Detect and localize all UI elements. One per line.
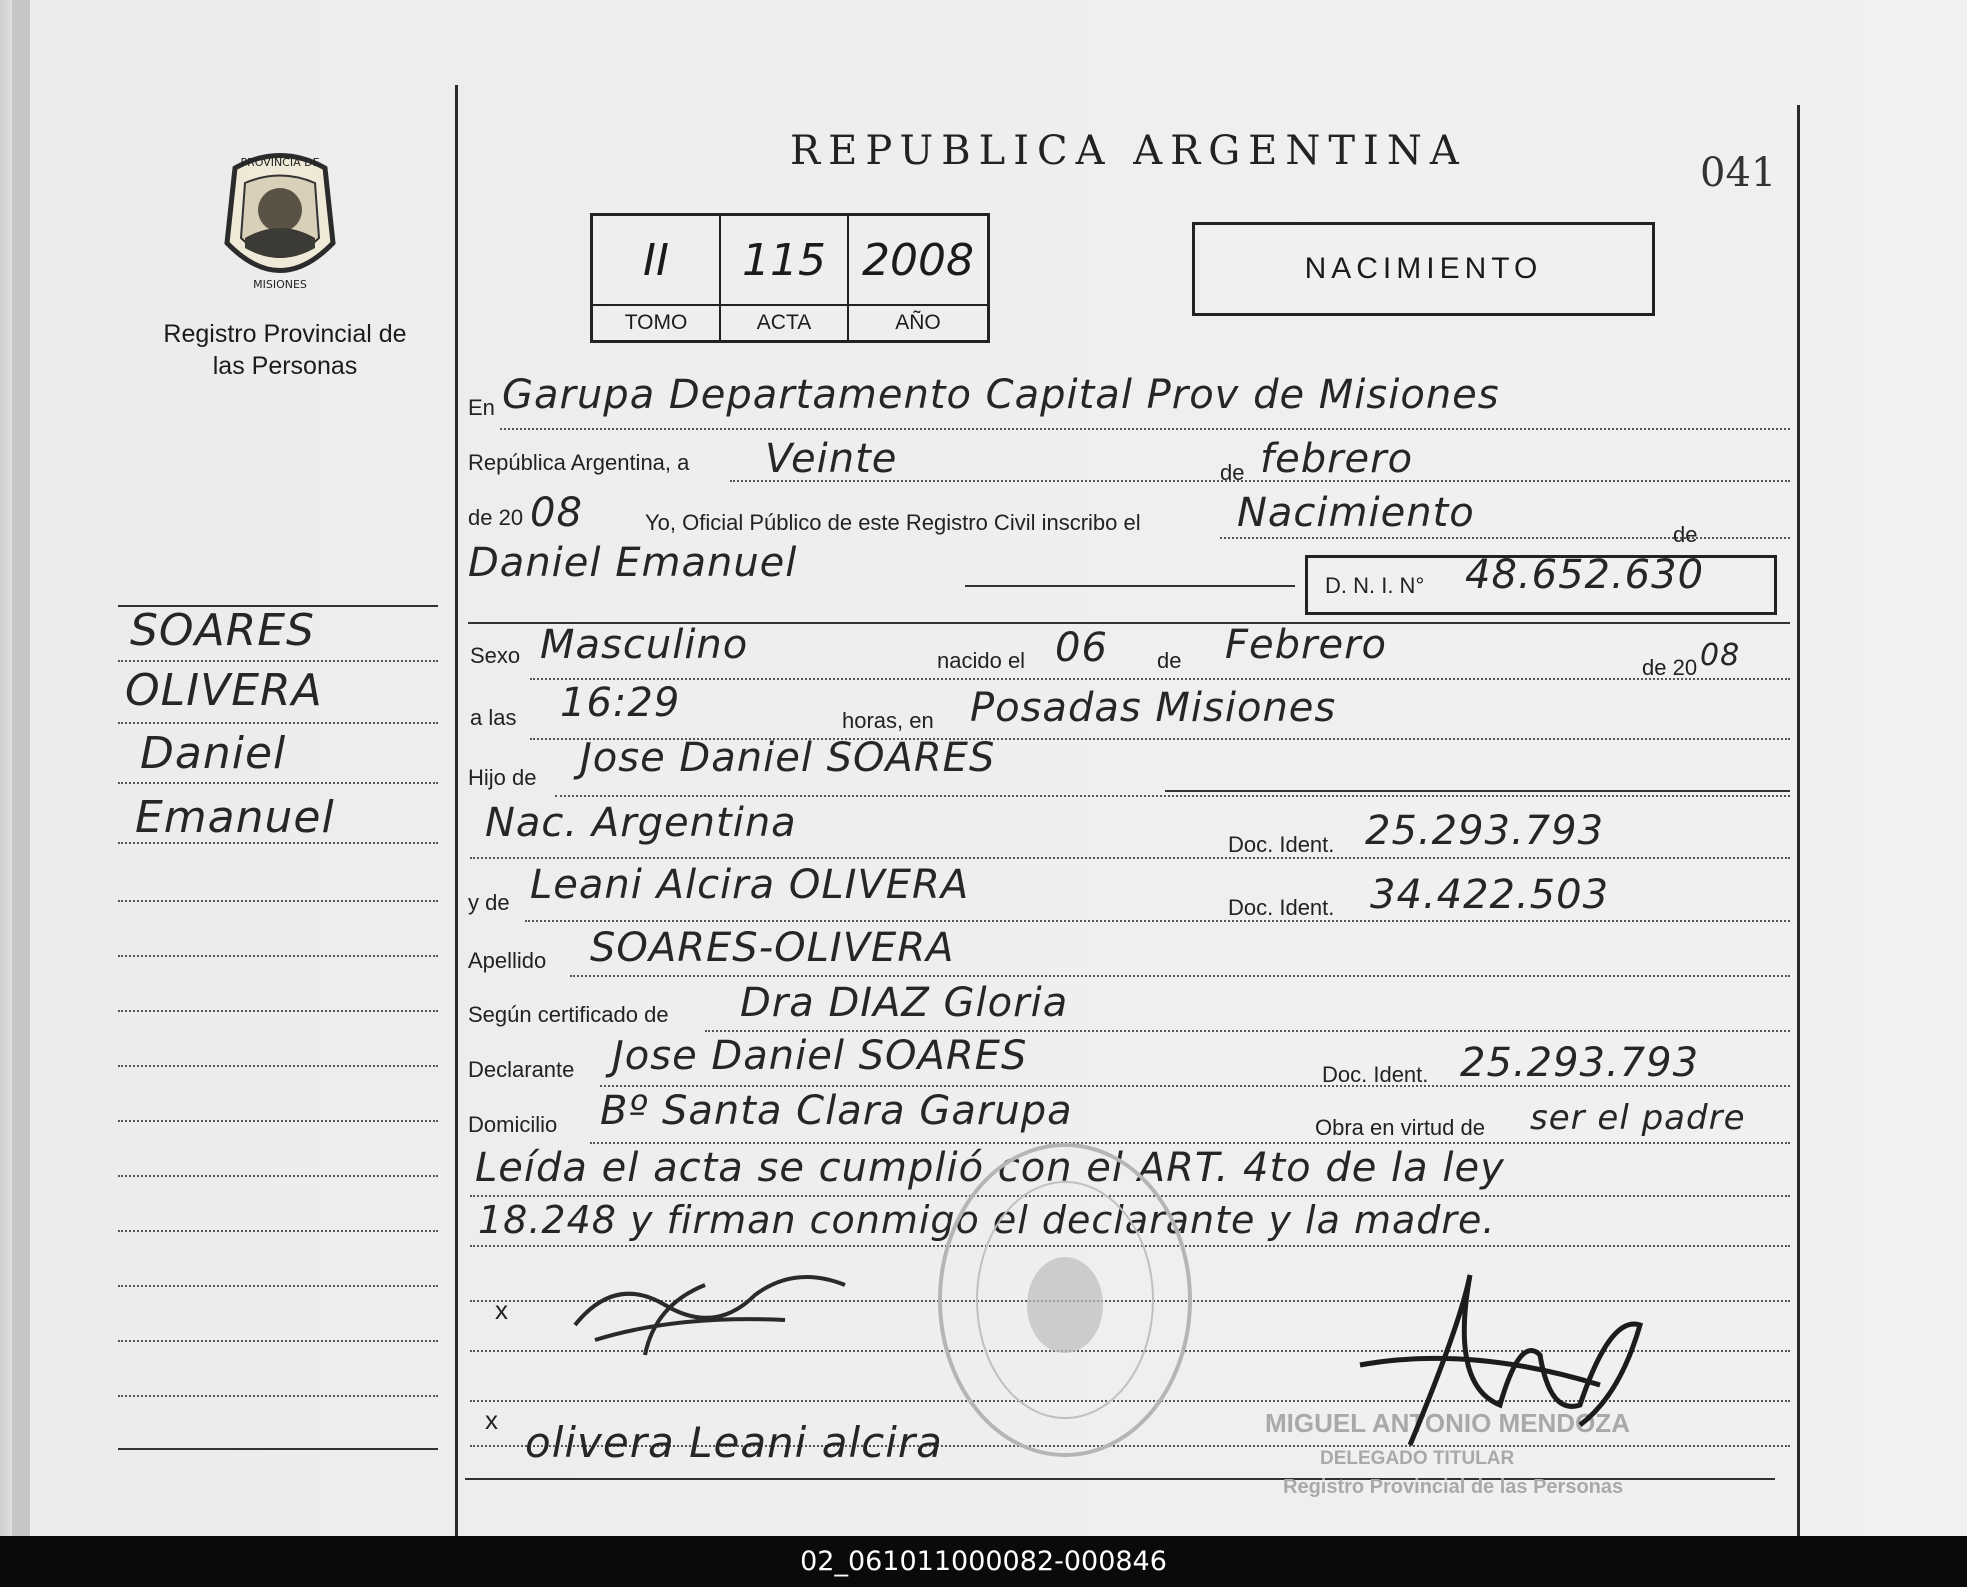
image-id-footer: 02_061011000082-000846 bbox=[0, 1536, 1967, 1587]
form-dotline bbox=[555, 795, 1790, 797]
form-dotline bbox=[530, 678, 1790, 680]
yde-label: y de bbox=[468, 890, 510, 915]
folio-number: 041 bbox=[1700, 150, 1777, 196]
birth-day-value: 06 bbox=[1055, 625, 1108, 671]
en-value: Garupa Departamento Capital Prov de Misiones bbox=[502, 372, 1500, 418]
dni-value: 48.652.630 bbox=[1465, 552, 1705, 598]
margin-dotline bbox=[118, 1010, 438, 1012]
seal-text-bottom: MISIONES bbox=[253, 278, 307, 291]
nota-line-2: 18.248 y firman conmigo el declarante y la madre. bbox=[478, 1198, 1496, 1242]
birth-month-value: Febrero bbox=[1225, 622, 1387, 668]
madre-value: Leani Alcira OLIVERA bbox=[530, 862, 970, 908]
declarante-label: Declarante bbox=[468, 1057, 575, 1082]
de-label-3: de bbox=[1157, 648, 1182, 673]
anio-value: 2008 bbox=[862, 234, 974, 286]
day-value: Veinte bbox=[765, 436, 898, 482]
anio-label: AÑO bbox=[849, 304, 987, 340]
padre-fill-line bbox=[1165, 790, 1790, 792]
alas-label: a las bbox=[470, 705, 517, 730]
left-column-rule bbox=[455, 85, 458, 1536]
month-value: febrero bbox=[1260, 436, 1414, 482]
form-dotline bbox=[730, 480, 1790, 482]
madre-doc-value: 34.422.503 bbox=[1370, 872, 1610, 918]
dni-label: D. N. I. N° bbox=[1325, 573, 1425, 598]
doc-label-padre: Doc. Ident. bbox=[1228, 832, 1335, 857]
birth-year-value: 08 bbox=[1700, 638, 1741, 673]
birth-year-prefix: de 20 bbox=[1642, 655, 1698, 680]
obra-value: ser el padre bbox=[1530, 1098, 1746, 1138]
padre-value: Jose Daniel SOARES bbox=[580, 735, 996, 781]
acta-value: 115 bbox=[721, 216, 849, 304]
name-fill-line bbox=[965, 585, 1295, 587]
acta-label: ACTA bbox=[721, 304, 849, 340]
acto-value: Nacimiento bbox=[1237, 490, 1475, 536]
margin-dotline bbox=[118, 660, 438, 662]
form-dotline bbox=[525, 920, 1790, 922]
republica-label: República Argentina, a bbox=[468, 450, 690, 475]
hora-value: 16:29 bbox=[560, 680, 681, 726]
yo-label: Yo, Oficial Público de este Registro Civil inscribo el bbox=[645, 510, 1141, 535]
margin-dotline bbox=[118, 1285, 438, 1287]
margin-note-4: Emanuel bbox=[135, 792, 335, 843]
apellido-label: Apellido bbox=[468, 948, 547, 973]
record-type-box: NACIMIENTO bbox=[1192, 222, 1655, 316]
obra-label: Obra en virtud de bbox=[1315, 1115, 1485, 1140]
margin-dotline bbox=[118, 1120, 438, 1122]
nota-line-1: Leída el acta se cumplió con el ART. 4to de la ley bbox=[475, 1145, 1505, 1191]
apellido-value: SOARES-OLIVERA bbox=[590, 925, 955, 971]
de-label-2: de bbox=[1673, 522, 1698, 547]
tomo-label: TOMO bbox=[593, 304, 721, 340]
margin-dotline bbox=[118, 1340, 438, 1342]
hijo-label: Hijo de bbox=[468, 765, 537, 790]
nacido-label: nacido el bbox=[937, 648, 1026, 673]
oficial-name-stamp: MIGUEL ANTONIO MENDOZA bbox=[1265, 1408, 1630, 1438]
tomo-acta-anio-box bbox=[590, 213, 990, 343]
margin-dotline bbox=[118, 1175, 438, 1177]
form-dotline bbox=[1220, 537, 1790, 539]
margin-dotline bbox=[118, 1230, 438, 1232]
document-title: REPUBLICA ARGENTINA bbox=[790, 128, 1467, 174]
book-spine bbox=[12, 0, 30, 1536]
margin-dotline bbox=[118, 955, 438, 957]
madre-signature: olivera Leani alcira bbox=[525, 1418, 943, 1467]
mark-declarante: x bbox=[495, 1295, 508, 1325]
en-label: En bbox=[468, 395, 495, 420]
padre-doc-value: 25.293.793 bbox=[1365, 808, 1605, 854]
tomo-value: II bbox=[593, 216, 721, 304]
oficial-org-stamp: Registro Provincial de las Personas bbox=[1283, 1476, 1624, 1498]
horas-label: horas, en bbox=[842, 708, 934, 733]
child-name-value: Daniel Emanuel bbox=[468, 540, 798, 586]
doc-label-declarante: Doc. Ident. bbox=[1322, 1062, 1429, 1087]
declarante-signature-icon bbox=[555, 1245, 895, 1370]
margin-note-2: OLIVERA bbox=[125, 665, 323, 716]
domicilio-label: Domicilio bbox=[468, 1112, 558, 1137]
margin-dotline bbox=[118, 1065, 438, 1067]
margin-dotline bbox=[118, 842, 438, 844]
padre-nacionalidad: Nac. Argentina bbox=[485, 800, 797, 846]
official-stamp-icon bbox=[930, 1135, 1200, 1470]
form-dotline bbox=[570, 975, 1790, 977]
oficial-role-stamp: DELEGADO TITULAR bbox=[1320, 1448, 1515, 1469]
certificado-label: Según certificado de bbox=[468, 1002, 669, 1027]
mark-madre: x bbox=[485, 1405, 498, 1435]
margin-note-1: SOARES bbox=[130, 605, 315, 656]
form-dotline bbox=[705, 1030, 1790, 1032]
seal-text-top: PROVINCIA DE bbox=[240, 156, 320, 169]
margin-dotline bbox=[118, 722, 438, 724]
margin-dotline bbox=[118, 900, 438, 902]
declarante-value: Jose Daniel SOARES bbox=[612, 1033, 1028, 1079]
doc-label-madre: Doc. Ident. bbox=[1228, 895, 1335, 920]
year-value: 08 bbox=[530, 490, 583, 536]
form-dotline bbox=[600, 1085, 1790, 1087]
year-prefix: de 20 bbox=[468, 505, 524, 530]
sexo-label: Sexo bbox=[470, 643, 521, 668]
organization-name: Registro Provincial de las Personas bbox=[163, 320, 407, 380]
declarante-doc-value: 25.293.793 bbox=[1460, 1040, 1700, 1086]
certificado-value: Dra DIAZ Gloria bbox=[740, 980, 1069, 1026]
margin-bottom-rule bbox=[118, 1448, 438, 1450]
oficial-signature-icon bbox=[1350, 1255, 1670, 1490]
sexo-value: Masculino bbox=[540, 622, 749, 668]
lugar-value: Posadas Misiones bbox=[970, 685, 1337, 731]
province-seal-icon bbox=[215, 148, 345, 303]
form-dotline bbox=[470, 857, 1790, 859]
margin-dotline bbox=[118, 1395, 438, 1397]
margin-dotline bbox=[118, 782, 438, 784]
form-dotline bbox=[500, 428, 1790, 430]
de-label: de bbox=[1220, 460, 1245, 485]
domicilio-value: Bº Santa Clara Garupa bbox=[600, 1088, 1073, 1134]
margin-note-3: Daniel bbox=[140, 728, 287, 779]
right-column-rule bbox=[1797, 105, 1800, 1536]
